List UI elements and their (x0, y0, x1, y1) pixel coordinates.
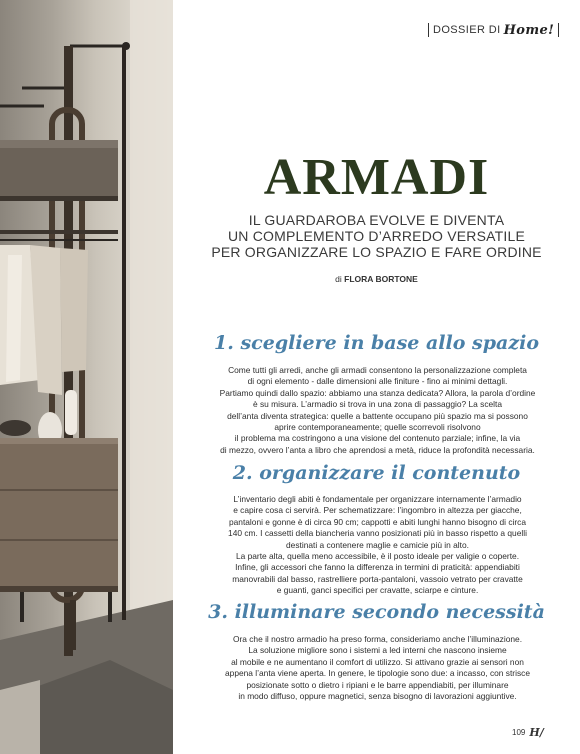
wardrobe-photo (0, 0, 173, 754)
header-divider-right (558, 23, 559, 37)
body-line: posizionate sotto o dietro i ripiani e le barre appendiabiti, per illuminare (246, 679, 509, 690)
section-body-1 (185, 365, 570, 456)
section-heading-2 (173, 462, 580, 484)
section-number: 2. (232, 462, 253, 484)
body-line: manovrabili dal basso, rastrelliere porta-pantaloni, vassoio vetrato per cravatte (232, 573, 523, 584)
section-number: 1. (214, 332, 234, 354)
body-line: aprire contemporaneamente; quelle scorrevoli risolvono (274, 422, 481, 433)
subtitle-line: IL GUARDAROBA EVOLVE E DIVENTA (248, 212, 505, 228)
section-heading-1 (173, 332, 580, 354)
body-line: è su misura. L’armadio si trova in una zona di passaggio? La scelta (252, 399, 503, 410)
body-line: dell’anta diventa strategica: quelle a battente occupano più spazio ma si possono (227, 410, 528, 421)
section-header (424, 21, 563, 39)
header-section-label: DOSSIER DI (433, 24, 501, 36)
body-line: pantaloni e gonne è di circa 90 cm; cappotti e abiti lunghi hanno bisogno di circa (228, 516, 527, 527)
section-body-3 (185, 634, 570, 702)
body-line: Infine, gli accessori che fanno la differenza in termini di praticità: appendiabiti (235, 562, 520, 573)
section-heading-3 (173, 601, 580, 623)
section-number: 3. (208, 601, 228, 623)
byline-prefix: di (335, 274, 342, 284)
section-heading-text: illuminare secondo necessità (234, 601, 545, 623)
header-brand: Home! (503, 22, 555, 38)
body-line: Partiamo quindi dallo spazio: abbiamo una stanza dedicata? Allora, la parola d’ordine (219, 387, 536, 398)
page-number: 109 (512, 728, 526, 737)
body-line: il problema ma costringono a una visione del contenuto parziale; infine, la via (234, 433, 521, 444)
section-heading-text: scegliere in base allo spazio (240, 332, 539, 354)
body-line: Come tutti gli arredi, anche gli armadi consentono la personalizzazione completa (228, 365, 527, 375)
body-line: di mezzo, ovvero l’anta a libro che aprendosi a metà, riduce la profondità necessaria. (220, 444, 535, 455)
author-name: FLORA BORTONE (344, 274, 418, 284)
body-line: La soluzione migliore sono i sistemi a led interni che nascono insieme (248, 645, 507, 656)
section-body-2 (185, 494, 570, 597)
wardrobe-illustration (0, 0, 173, 754)
body-line: destinati a contenere maglie e camicie più in alto. (286, 539, 469, 550)
byline (173, 274, 580, 284)
article-subtitle (173, 212, 580, 260)
article-title: ARMADI (263, 149, 490, 206)
header-divider-left (428, 23, 429, 37)
page-folio (512, 726, 544, 739)
subtitle-line: PER ORGANIZZARE LO SPAZIO E FARE ORDINE (211, 244, 542, 260)
body-line: di ogni elemento - dalle dimensioni alle finiture - fino ai minimi dettagli. (247, 376, 508, 387)
body-line: in modo diffuso, oppure magnetici, senza bisogno di lavorazioni aggiuntive. (238, 691, 517, 702)
body-line: e guanti, ganci specifici per cravatte, sciarpe e cinture. (276, 585, 479, 596)
folio-brand-mark: H/ (529, 726, 544, 739)
body-line: Ora che il nostro armadio ha preso forma, consideriamo anche l’illuminazione. (232, 634, 523, 644)
section-heading-text: organizzare il contenuto (259, 462, 521, 484)
body-line: e capire cosa ci servirà. Per schematizzare: l’ingombro in altezza per giacche, (233, 505, 522, 516)
body-line: al mobile e ne aumentano il comfort di utilizzo. Si attivano grazie ai sensori non (231, 656, 524, 667)
subtitle-line: UN COMPLEMENTO D’ARREDO VERSATILE (227, 228, 526, 244)
body-line: L’inventario degli abiti è fondamentale per organizzare internamente l’armadio (233, 494, 522, 504)
body-line: appena l’anta viene aperta. In genere, le tipologie sono due: a incasso, con strisce (225, 668, 530, 679)
body-line: 140 cm. I cassetti della biancheria vanno posizionati più in basso rispetto a quelli (228, 528, 527, 539)
body-line: La parte alta, quella meno accessibile, è il posto ideale per valigie o coperte. (235, 551, 520, 562)
